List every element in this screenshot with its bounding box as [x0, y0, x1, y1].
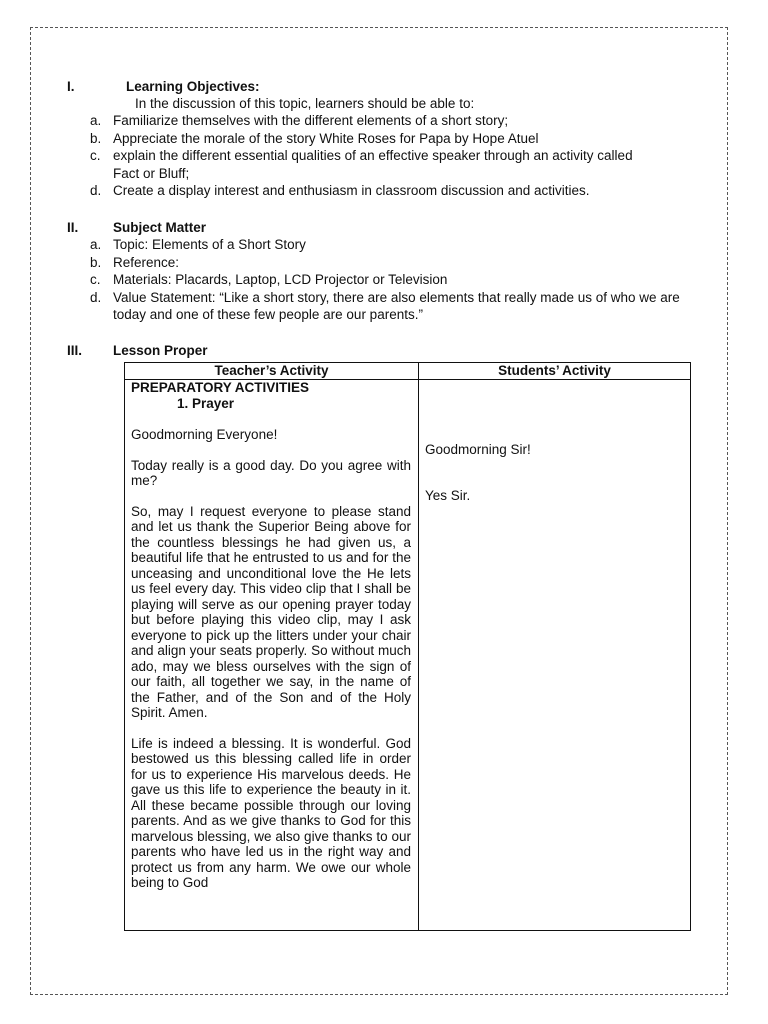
section1-numeral: I. [67, 79, 75, 94]
list-item [90, 236, 688, 254]
lesson-table [124, 362, 691, 931]
teacher-paragraph: Today really is a good day. Do you agree with me? [131, 457, 411, 488]
item-marker: b. [90, 254, 102, 270]
item-marker: b. [90, 130, 102, 146]
list-item [90, 254, 688, 272]
item-text: Appreciate the morale of the story White Roses for Papa by Hope Atuel [113, 130, 539, 146]
prayer-heading: 1. Prayer [177, 396, 235, 411]
student-response: Goodmorning Sir! [425, 442, 531, 457]
preparatory-heading: PREPARATORY ACTIVITIES [131, 380, 310, 395]
item-text: Materials: Placards, Laptop, LCD Projector or Television [113, 272, 448, 288]
teacher-activity-header: Teacher’s Activity [125, 363, 419, 380]
table-row [125, 380, 691, 931]
student-response: Yes Sir. [425, 487, 471, 503]
item-text: Familiarize themselves with the different elements of a short story; [113, 113, 509, 128]
item-marker: a. [90, 237, 102, 252]
item-marker: d. [90, 289, 102, 305]
item-text: Reference: [113, 254, 180, 270]
section1-heading: Learning Objectives: [126, 79, 260, 94]
students-activity-header: Students’ Activity [419, 363, 691, 380]
students-cell [419, 380, 691, 931]
section3-numeral: III. [67, 343, 83, 358]
item-marker: c. [90, 148, 101, 164]
teacher-paragraph: Goodmorning Everyone! [131, 427, 278, 442]
item-text: Create a display interest and enthusiasm in classroom discussion and activities. [113, 183, 590, 199]
teacher-cell [125, 380, 419, 931]
list-item [90, 112, 688, 130]
section2-numeral: II. [67, 220, 79, 235]
item-marker: d. [90, 183, 102, 199]
section2-heading: Subject Matter [113, 220, 207, 235]
list-item [90, 182, 688, 200]
item-text: explain the different essential qualities of an effective speaker through an activity called Fact or Bluff; [113, 148, 633, 181]
item-marker: a. [90, 113, 102, 128]
teacher-paragraph: So, may I request everyone to please stand and let us thank the Superior Being above for the countless blessings he had given us, a beautiful life that he entrusted to us and for the unceasing and unconditional love the He lets us feel every day. This video clip that I shall be playing will serve as our opening prayer today but before playing this video clip, may I ask everyone to pick up the litters under your chair and align your seats properly. So without much ado, may we bless ourselves with the sign of our faith, all together we say, in the name of the Father, and of the Son and of the Holy Spirit. Amen. [131, 503, 411, 720]
section1-intro: In the discussion of this topic, learners should be able to: [135, 96, 475, 111]
table-header-row [125, 363, 691, 380]
section3-heading: Lesson Proper [113, 343, 208, 358]
item-text: Value Statement: “Like a short story, there are also elements that really made us of who we are today and one of these few people are our parents.” [113, 289, 680, 323]
list-item [90, 130, 688, 148]
list-item [90, 147, 658, 182]
list-item [90, 271, 688, 289]
teacher-paragraph: Life is indeed a blessing. It is wonderful. God bestowed us this blessing called life in order for us to experience His marvelous deeds. He gave us this life to experience the beauty in it. All these became possible through our loving parents. And as we give thanks to God for this marvelous blessing, we also give thanks to our parents who have led us in the right way and protect us from any harm. We owe our whole being to God [131, 735, 411, 890]
section2-list [90, 236, 688, 324]
item-text: Topic: Elements of a Short Story [113, 237, 306, 252]
list-item [90, 289, 681, 324]
section1-list [90, 112, 688, 200]
item-marker: c. [90, 272, 101, 288]
